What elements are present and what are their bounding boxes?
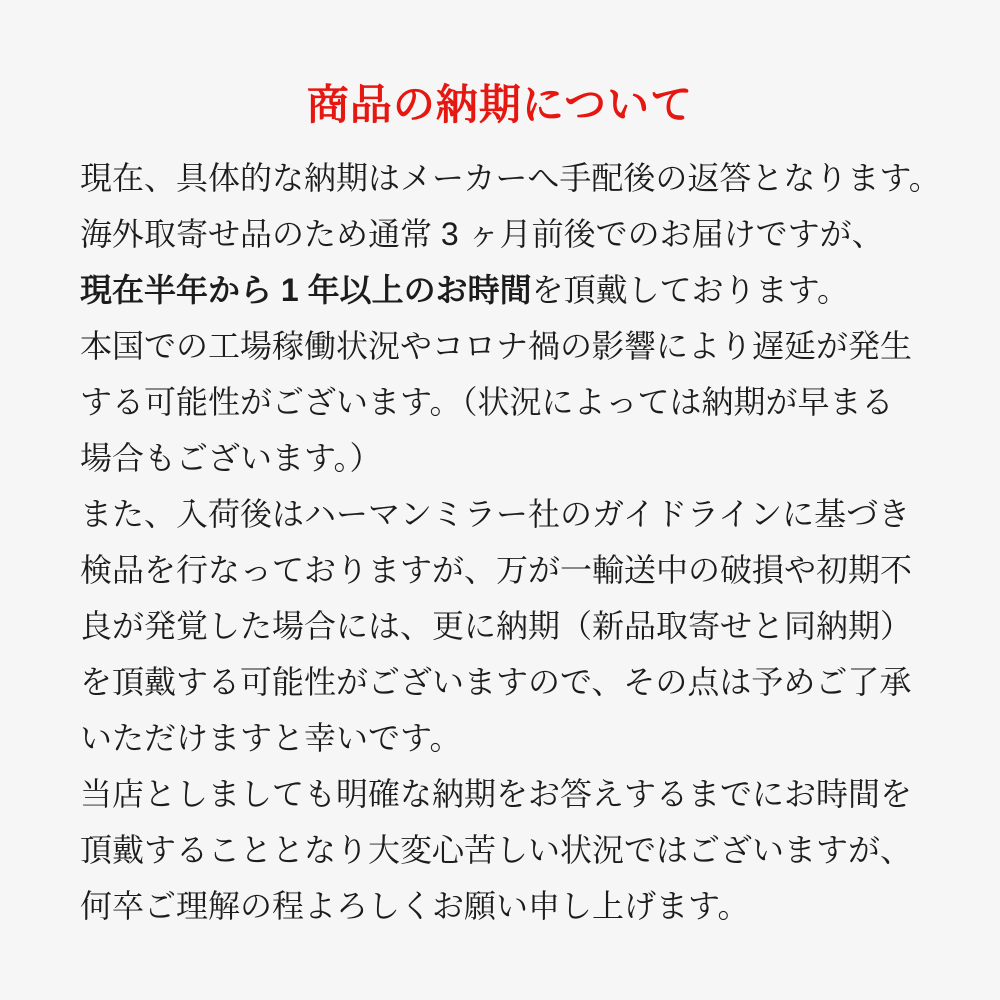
- notice-line-5: する可能性がございます。（状況によっては納期が早まる: [80, 384, 894, 420]
- notice-line-3: [80, 262, 940, 318]
- notice-line-11: いただけますと幸いです。: [80, 720, 462, 756]
- page-title: 商品の納期について: [306, 81, 694, 128]
- notice-line-10: を頂戴する可能性がございますので、その点は予めご了承: [80, 664, 912, 700]
- notice-line-2: 海外取寄せ品のため通常 3 ヶ月前後でのお届けですが、: [80, 216, 884, 252]
- notice-line-12: 当店としましても明確な納期をお答えするまでにお時間を: [80, 776, 913, 812]
- notice-line-4: 本国での工場稼働状況やコロナ禍の影響により遅延が発生: [80, 328, 913, 364]
- notice-line-8: 検品を行なっておりますが、万が一輸送中の破損や初期不: [80, 552, 913, 588]
- notice-line-14: 何卒ご理解の程よろしくお願い申し上げます。: [80, 888, 750, 924]
- notice-line-1: 現在、具体的な納期はメーカーへ手配後の返答となります。: [80, 160, 941, 196]
- notice-line-3-emphasis: 現在半年から 1 年以上のお時間: [80, 272, 532, 308]
- notice-line-6: 場合もございます。）: [80, 440, 382, 476]
- notice-line-9: 良が発覚した場合には、更に納期（新品取寄せと同納期）: [80, 608, 913, 644]
- notice-body: [80, 150, 940, 934]
- notice-line-7: また、入荷後はハーマンミラー社のガイドラインに基づき: [80, 496, 911, 532]
- notice-line-3-rest: を頂戴しております。: [531, 272, 850, 308]
- notice-line-13: 頂戴することとなり大変心苦しい状況ではございますが、: [80, 832, 913, 868]
